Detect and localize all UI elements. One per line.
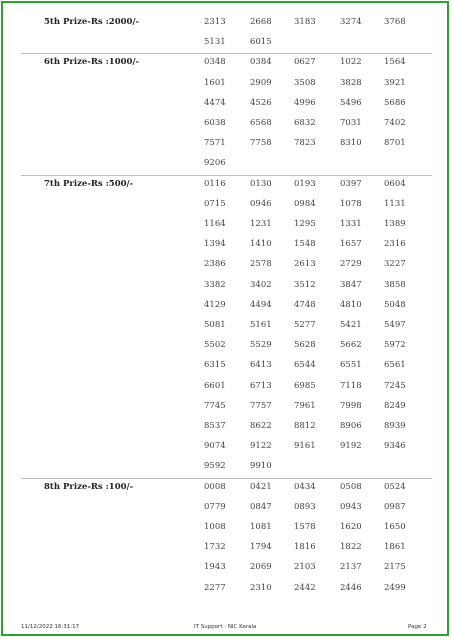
ticket-number: 3768 [384, 17, 406, 27]
ticket-number: 8939 [384, 421, 406, 431]
ticket-number: 0116 [204, 178, 226, 189]
ticket-number: 3921 [384, 77, 406, 88]
ticket-number: 1394 [204, 239, 226, 250]
ticket-number: 6985 [294, 380, 316, 391]
ticket-number: 1389 [384, 219, 406, 229]
ticket-number: 9192 [340, 441, 362, 452]
ticket-number: 9910 [250, 461, 272, 472]
ticket-number: 0943 [340, 501, 362, 512]
ticket-number: 0627 [294, 57, 316, 68]
ticket-number: 8906 [340, 421, 362, 431]
ticket-number: 5628 [294, 340, 316, 351]
ticket-number: 7998 [340, 400, 362, 411]
ticket-number: 0348 [204, 57, 226, 68]
ticket-number: 3858 [384, 279, 406, 290]
ticket-number: 2137 [340, 562, 362, 573]
footer-page-number: Page 2 [408, 624, 427, 630]
ticket-number: 0987 [384, 501, 406, 512]
ticket-number: 4494 [250, 299, 272, 310]
ticket-number: 2499 [384, 582, 406, 593]
ticket-number: 9074 [204, 441, 226, 452]
prize-label: 8th Prize-Rs :100/- [44, 481, 134, 492]
section-divider [21, 53, 432, 54]
ticket-number: 6544 [294, 360, 316, 371]
ticket-number: 2446 [340, 582, 362, 593]
ticket-number: 5421 [340, 320, 362, 330]
ticket-number: 1943 [204, 562, 226, 573]
ticket-number: 5662 [340, 340, 362, 351]
ticket-number: 9206 [204, 158, 226, 169]
ticket-number: 5048 [384, 299, 406, 310]
ticket-number: 0193 [294, 178, 316, 189]
ticket-number: 2613 [294, 259, 316, 270]
ticket-number: 7758 [250, 138, 272, 149]
ticket-number: 1164 [204, 219, 226, 229]
ticket-number: 0715 [204, 198, 226, 209]
footer-support: IT Support : NIC Kerala [194, 624, 257, 630]
ticket-number: 1022 [340, 57, 362, 68]
ticket-number: 6038 [204, 118, 226, 128]
ticket-number: 9122 [250, 441, 272, 452]
ticket-number: 6413 [250, 360, 272, 371]
ticket-number: 6568 [250, 118, 272, 128]
ticket-number: 1861 [384, 542, 406, 553]
page-border [1, 1, 449, 636]
ticket-number: 4526 [250, 97, 272, 108]
ticket-number: 1410 [250, 239, 272, 250]
ticket-number: 7402 [384, 118, 406, 128]
ticket-number: 4474 [204, 97, 226, 108]
ticket-number: 3847 [340, 279, 362, 290]
ticket-number: 3508 [294, 77, 316, 88]
ticket-number: 2729 [340, 259, 362, 270]
ticket-number: 3512 [294, 279, 316, 290]
ticket-number: 8622 [250, 421, 272, 431]
ticket-number: 3183 [294, 17, 316, 27]
ticket-number: 1564 [384, 57, 406, 68]
ticket-number: 9161 [294, 441, 316, 452]
ticket-number: 2277 [204, 582, 226, 593]
ticket-number: 9346 [384, 441, 406, 452]
ticket-number: 1620 [340, 522, 362, 532]
ticket-number: 7245 [384, 380, 406, 391]
ticket-number: 7757 [250, 400, 272, 411]
ticket-number: 2668 [250, 17, 272, 27]
ticket-number: 5497 [384, 320, 406, 330]
ticket-number: 2103 [294, 562, 316, 573]
ticket-number: 1578 [294, 522, 316, 532]
ticket-number: 0946 [250, 198, 272, 209]
ticket-number: 1794 [250, 542, 272, 553]
ticket-number: 3828 [340, 77, 362, 88]
ticket-number: 0008 [204, 481, 226, 492]
ticket-number: 1331 [340, 219, 362, 229]
ticket-number: 4129 [204, 299, 226, 310]
ticket-number: 7118 [340, 380, 362, 391]
ticket-number: 8310 [340, 138, 362, 149]
ticket-number: 0384 [250, 57, 272, 68]
ticket-number: 1816 [294, 542, 316, 553]
ticket-number: 8537 [204, 421, 226, 431]
ticket-number: 2578 [250, 259, 272, 270]
ticket-number: 2175 [384, 562, 406, 573]
ticket-number: 1732 [204, 542, 226, 553]
ticket-number: 5131 [204, 37, 226, 48]
ticket-number: 0604 [384, 178, 406, 189]
ticket-number: 1822 [340, 542, 362, 553]
ticket-number: 1548 [294, 239, 316, 250]
ticket-number: 1657 [340, 239, 362, 250]
section-divider [21, 175, 432, 176]
ticket-number: 0397 [340, 178, 362, 189]
ticket-number: 6315 [204, 360, 226, 371]
ticket-number: 1081 [250, 522, 272, 532]
ticket-number: 6561 [384, 360, 406, 371]
ticket-number: 7961 [294, 400, 316, 411]
ticket-number: 5161 [250, 320, 272, 330]
ticket-number: 1601 [204, 77, 226, 88]
ticket-number: 2442 [294, 582, 316, 593]
ticket-number: 4748 [294, 299, 316, 310]
ticket-number: 1650 [384, 522, 406, 532]
ticket-number: 8812 [294, 421, 316, 431]
ticket-number: 2310 [250, 582, 272, 593]
ticket-number: 3227 [384, 259, 406, 270]
ticket-number: 9592 [204, 461, 226, 472]
ticket-number: 0893 [294, 501, 316, 512]
ticket-number: 6015 [250, 37, 272, 48]
ticket-number: 0847 [250, 501, 272, 512]
ticket-number: 1295 [294, 219, 316, 229]
ticket-number: 6832 [294, 118, 316, 128]
ticket-number: 3274 [340, 17, 362, 27]
ticket-number: 2069 [250, 562, 272, 573]
ticket-number: 1231 [250, 219, 272, 229]
ticket-number: 7823 [294, 138, 316, 149]
ticket-number: 7031 [340, 118, 362, 128]
ticket-number: 0524 [384, 481, 406, 492]
ticket-number: 0421 [250, 481, 272, 492]
ticket-number: 8249 [384, 400, 406, 411]
ticket-number: 5972 [384, 340, 406, 351]
ticket-number: 1008 [204, 522, 226, 532]
ticket-number: 5277 [294, 320, 316, 330]
ticket-number: 1131 [384, 198, 406, 209]
ticket-number: 6601 [204, 380, 226, 391]
ticket-number: 7745 [204, 400, 226, 411]
prize-label: 6th Prize-Rs :1000/- [44, 57, 140, 68]
ticket-number: 2313 [204, 17, 226, 27]
ticket-number: 6551 [340, 360, 362, 371]
ticket-number: 2316 [384, 239, 406, 250]
section-divider [21, 478, 432, 479]
ticket-number: 5502 [204, 340, 226, 351]
ticket-number: 4810 [340, 299, 362, 310]
ticket-number: 7571 [204, 138, 226, 149]
ticket-number: 0984 [294, 198, 316, 209]
ticket-number: 3402 [250, 279, 272, 290]
ticket-number: 3382 [204, 279, 226, 290]
ticket-number: 2909 [250, 77, 272, 88]
ticket-number: 0508 [340, 481, 362, 492]
ticket-number: 8701 [384, 138, 406, 149]
ticket-number: 0434 [294, 481, 316, 492]
ticket-number: 6713 [250, 380, 272, 391]
footer-datetime: 11/12/2022 16:31:17 [21, 624, 80, 630]
prize-label: 7th Prize-Rs :500/- [44, 178, 134, 189]
ticket-number: 4996 [294, 97, 316, 108]
ticket-number: 5686 [384, 97, 406, 108]
prize-label: 5th Prize-Rs :2000/- [44, 17, 140, 27]
ticket-number: 5529 [250, 340, 272, 351]
ticket-number: 1078 [340, 198, 362, 209]
ticket-number: 0779 [204, 501, 226, 512]
ticket-number: 5496 [340, 97, 362, 108]
ticket-number: 5081 [204, 320, 226, 330]
ticket-number: 2386 [204, 259, 226, 270]
ticket-number: 0130 [250, 178, 272, 189]
